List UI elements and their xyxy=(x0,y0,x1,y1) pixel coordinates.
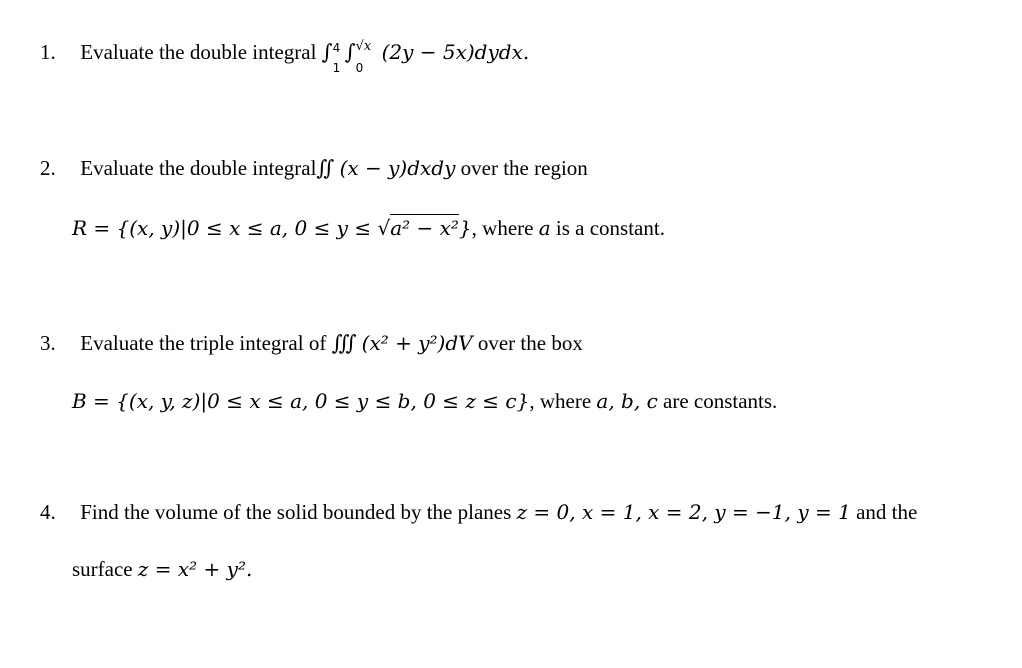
integral-sign-inner: ∫ xyxy=(344,40,356,64)
problem-1 xyxy=(40,39,530,75)
constant-a: a xyxy=(538,216,551,240)
region-r-text: , where xyxy=(471,216,534,240)
problem-4-number: 4. xyxy=(40,500,56,524)
problem-2-line-1 xyxy=(40,158,588,179)
inner-lower-limit: 0 xyxy=(355,61,364,75)
problem-2-text: Evaluate the double integral xyxy=(80,156,317,180)
problem-3-line-1 xyxy=(40,333,583,354)
triple-integral-sign: ∭ xyxy=(331,331,357,355)
problem-1-number: 1. xyxy=(40,40,56,64)
problem-3-text: Evaluate the triple integral of xyxy=(80,331,327,355)
region-b-math: B = {(x, y, z)|0 ≤ x ≤ a, 0 ≤ y ≤ b, 0 ≤ z ≤ c} xyxy=(72,389,530,413)
problem-1-text: Evaluate the double integral xyxy=(80,40,317,64)
integral-sign-outer: ∫ xyxy=(321,40,333,64)
region-b-tail: are constants. xyxy=(663,389,778,413)
problem-2-integrand: (x − y)dxdy xyxy=(339,156,456,180)
problem-3-integrand: (x² + y²)dV xyxy=(361,331,473,355)
problem-2-line-2 xyxy=(72,218,665,239)
problem-2-number: 2. xyxy=(40,156,56,180)
region-r-tail: is a constant. xyxy=(555,216,665,240)
double-integral-sign: ∬ xyxy=(316,156,335,180)
problem-4-line-2 xyxy=(72,559,252,580)
problem-3-number: 3. xyxy=(40,331,56,355)
region-b-text: , where xyxy=(529,389,592,413)
region-r-close: } xyxy=(458,216,472,240)
problem-4-line-1 xyxy=(40,502,917,523)
inner-upper-limit: √x xyxy=(355,39,372,54)
problem-2-text-after: over the region xyxy=(460,156,588,180)
outer-limits xyxy=(332,41,345,75)
region-r-radicand: a² − x² xyxy=(390,216,459,240)
inner-limits xyxy=(355,39,382,75)
problem-3-line-2 xyxy=(72,391,777,412)
problem-4-surface: z = x² + y². xyxy=(137,557,253,581)
problem-3-text-after: over the box xyxy=(477,331,583,355)
constants-abc: a, b, c xyxy=(596,389,658,413)
problem-1-integrand: (2y − 5x)dydx. xyxy=(381,40,530,64)
outer-upper-limit: 4 xyxy=(332,41,341,55)
problem-4-planes: z = 0, x = 1, x = 2, y = −1, y = 1 xyxy=(516,500,851,524)
problem-4-surface-text: surface xyxy=(72,557,133,581)
problem-4-text: Find the volume of the solid bounded by the planes xyxy=(80,500,512,524)
problem-4-text-and: and the xyxy=(856,500,918,524)
outer-lower-limit: 1 xyxy=(332,61,341,75)
region-r-lhs: R = {(x, y)|0 ≤ x ≤ a, 0 ≤ y ≤ √ xyxy=(72,216,391,240)
